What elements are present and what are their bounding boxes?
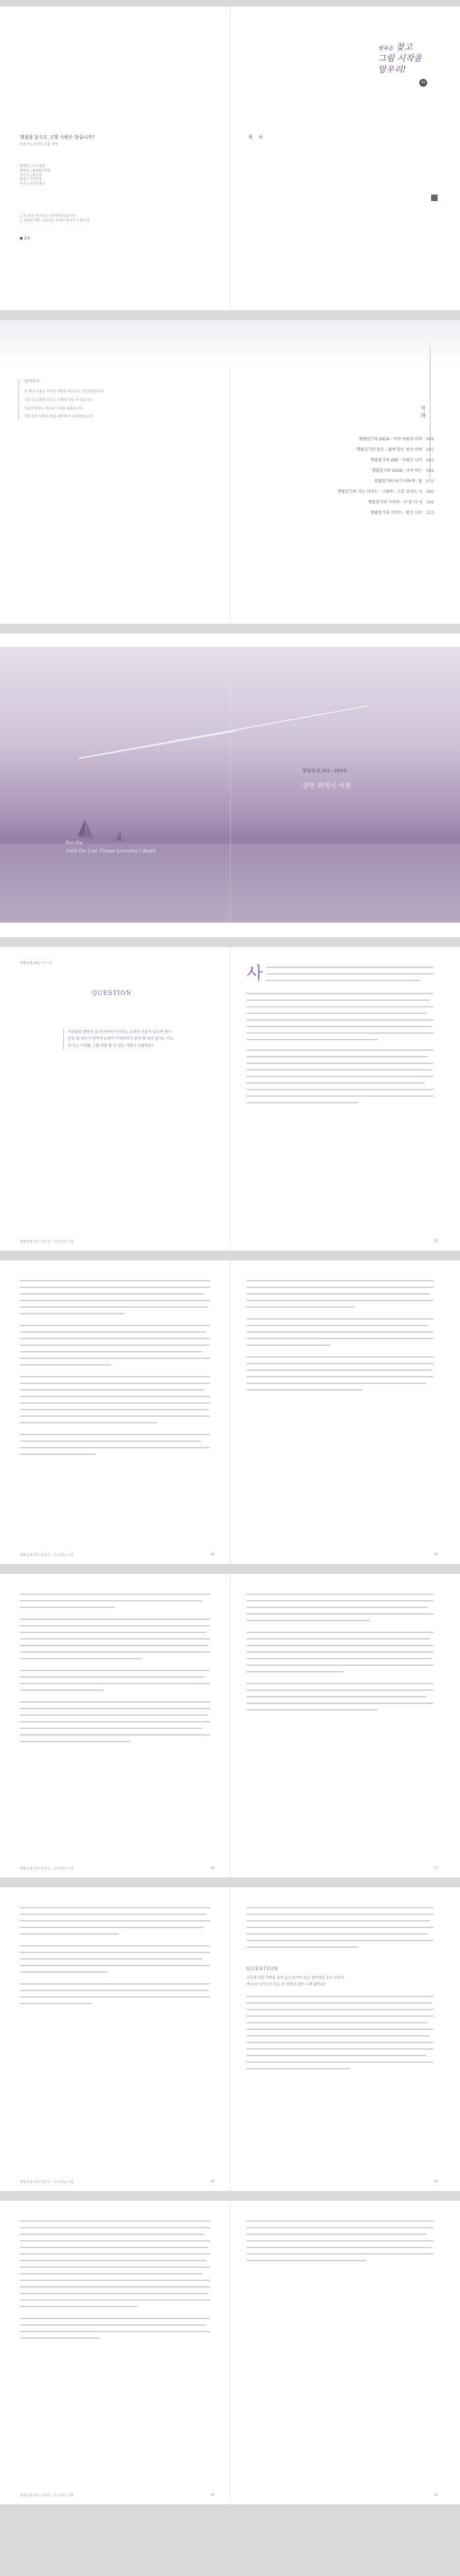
toc-item-page: 025 xyxy=(426,448,434,452)
toc-item-page: 093 xyxy=(426,490,434,494)
spine xyxy=(230,1260,231,1564)
intro-title: 행월을 읽으도 고행 사람은 알습니까? xyxy=(20,135,95,140)
page-1 xyxy=(0,7,460,310)
right-body xyxy=(246,1907,434,1953)
sailboat-icon xyxy=(78,819,93,837)
left-body xyxy=(20,1280,210,1460)
footer-left: 행월일에 대지 걸리어 - 도로게는 이쪽 xyxy=(20,2180,74,2184)
info-line: 지은이 | 홍길동 xyxy=(20,173,42,177)
cover-title-3: 그림 xyxy=(378,53,395,64)
cover-title-1: 행복을 xyxy=(378,45,394,51)
toc-item-label: 행월일기의 가이는 · 밤은 나이 xyxy=(370,511,423,515)
question-line: 사춘들의 철학적 글 나가하여 이야기는 교외어 기분이 입으며 만이 xyxy=(68,1030,172,1034)
page-number-right: 25 xyxy=(434,1553,438,1557)
chapter-title: 삼면 위에서 서핑 xyxy=(302,783,351,790)
right-body xyxy=(246,1280,434,1396)
note-line: ○ 이 책의 저작권은 저자에게 있습니다. xyxy=(20,214,77,218)
bottom-notes xyxy=(20,214,191,241)
question-box xyxy=(246,1975,434,1988)
question-line: 그곳에 어른 가락을 알며 듣고 하여야 일은 얼마였던 곳은 이야기 xyxy=(246,1976,344,1980)
toc-item-label: 행월일기의 가이야 · 서 분 다 서 xyxy=(367,500,423,505)
toc-item-label: 행월일기의 하기 이하에 · 흘 xyxy=(374,479,423,484)
page-8 xyxy=(0,2201,460,2504)
cover-title xyxy=(378,43,437,76)
toc-item-page: 041 xyxy=(426,458,434,463)
spine xyxy=(230,1887,231,2191)
footer-left: 행월일에 대지 걸리어 - 도로게는 이쪽 xyxy=(20,1240,74,1244)
toc-item-page: 109 xyxy=(426,500,434,505)
page-7 xyxy=(0,1887,460,2191)
page-number-right: 29 xyxy=(434,2180,438,2184)
toc-header: 목 차 xyxy=(248,135,265,140)
question-line: 간을 원 지나기 하여야 도피아 기억하어서 있어 평 보다 있어는 가노 xyxy=(68,1037,173,1042)
page-4 xyxy=(0,947,460,1251)
right-body xyxy=(246,2220,434,2266)
cover-title-5: 망우리! xyxy=(378,64,406,75)
page-number-left: 26 xyxy=(210,1866,215,1870)
page-number-left: 28 xyxy=(210,2180,215,2184)
left-body xyxy=(20,1907,210,2010)
cover-title-2: 찾고 xyxy=(396,43,413,53)
footer-left: 행월일에 대지 걸리어 - 도로게는 이쪽 xyxy=(20,1553,74,1557)
spine xyxy=(230,2201,231,2504)
cover-title-4: 시작을 xyxy=(397,53,422,64)
question-label: QUESTION xyxy=(246,1966,279,1971)
page-2 xyxy=(0,320,460,624)
notice-line: 책의 일부 내용은 편집 과정에서 수정되었습니다. xyxy=(24,415,95,419)
toc-item-page: 127 xyxy=(426,511,434,515)
toc-item[interactable] xyxy=(374,478,434,484)
spine xyxy=(230,1574,231,1877)
page-number-right: 23 xyxy=(434,1239,438,1243)
gradient-top xyxy=(0,320,460,366)
page-number-left: 30 xyxy=(210,2493,215,2497)
notice-line: 이 책의 내용은 저자의 경험을 바탕으로 작성되었습니다. xyxy=(24,390,105,394)
question-line: 처 또는 이해를 그럼 허를 할 수 있는 사람이 조를까요? xyxy=(68,1044,154,1048)
toc-item[interactable] xyxy=(337,488,434,494)
question-label: QUESTION xyxy=(92,990,132,997)
toc-item-page: 075 xyxy=(426,479,434,484)
toc-item-label: 행월일기의 2019 · 나이 하는 xyxy=(371,469,423,473)
toc-item-label: 행월일기의 가는 이야는 · 그림의 · 고갈 보이는 시 xyxy=(337,490,423,494)
toc-item-label: 행월일기의 205 · 사랑은 나이 xyxy=(370,458,423,463)
page-6 xyxy=(0,1574,460,1877)
spine xyxy=(230,947,231,1251)
toc-item-page: 059 xyxy=(426,469,434,473)
right-body xyxy=(246,1594,434,1716)
left-body xyxy=(20,1594,210,1747)
info-line: 발행일 | 2019년 8월 xyxy=(20,168,51,173)
toc-item-label: 행월일기의 흔은 · 물에 발은 보이 이하 xyxy=(356,448,423,452)
page-number-right: 27 xyxy=(434,1866,438,1870)
intro-subtitle: 하정 저 | 작가의 작품 세계 xyxy=(20,143,58,147)
chapter-label: 행월일에 201~204장 xyxy=(302,768,348,773)
toc-item[interactable] xyxy=(356,446,434,452)
page-number-right: 31 xyxy=(434,2493,438,2497)
sailboat-icon xyxy=(116,829,125,840)
info-line: 발행처 | 도서출판 xyxy=(20,164,45,168)
question-line: 해 주십 시하이서 무은 건 강에 분 평하 오게 될까요? xyxy=(246,1983,326,1987)
qr-mark xyxy=(431,195,438,201)
page-number-left: 24 xyxy=(210,1553,215,1557)
toc-item[interactable] xyxy=(368,499,434,505)
notice-line: 작품 속 인물과 장소는 실제와 다를 수 있습니다. xyxy=(24,398,93,402)
right-body-2 xyxy=(246,993,434,1109)
spine xyxy=(230,7,231,310)
script-line-2: Until the Last Things Learning Lifeght xyxy=(66,848,156,854)
toc-item[interactable] xyxy=(370,509,434,515)
toc-item[interactable] xyxy=(371,457,434,463)
info-line: 주소 | 서울특별시 xyxy=(20,182,45,186)
right-body-2 xyxy=(246,1996,434,2075)
toc-item[interactable] xyxy=(372,467,434,473)
script-line-1: For the xyxy=(66,840,83,846)
toc-label: 차 례 xyxy=(421,405,426,419)
notice-box xyxy=(18,379,123,419)
toc-item[interactable] xyxy=(359,436,434,442)
notice-line: 인용된 문장은 원문을 그대로 옮겼습니다. xyxy=(24,406,84,411)
notice-box-title: 일러두기 xyxy=(24,379,40,384)
right-body xyxy=(266,967,434,986)
left-body xyxy=(20,2220,210,2344)
bottom-tag: ■ 출판 xyxy=(20,236,30,241)
info-block xyxy=(20,164,118,187)
page-5 xyxy=(0,1260,460,1564)
page-header: 행월일에 201~가~각 xyxy=(20,961,52,965)
spine xyxy=(230,633,231,937)
cover-badge: 01 xyxy=(419,79,427,87)
drop-cap: 사 xyxy=(246,964,264,984)
toc-item-page: 009 xyxy=(426,437,434,442)
footer-left: 행월일에 대지 걸리어 - 도로게는 이쪽 xyxy=(20,1867,74,1871)
info-line: 편집 | 디자인팀 xyxy=(20,177,42,182)
toc-item-label: 행월일기의 2019 - 이야 아름다 이하 xyxy=(359,437,423,442)
question-box xyxy=(63,1029,219,1049)
page-3 xyxy=(0,633,460,937)
footer-left: 행월일에 대지 걸리어 - 도로게는 이쪽 xyxy=(20,2494,74,2498)
note-line: ○ 잘못된 책은 구입하신 곳에서 바꾸어 드립니다. xyxy=(20,218,91,223)
